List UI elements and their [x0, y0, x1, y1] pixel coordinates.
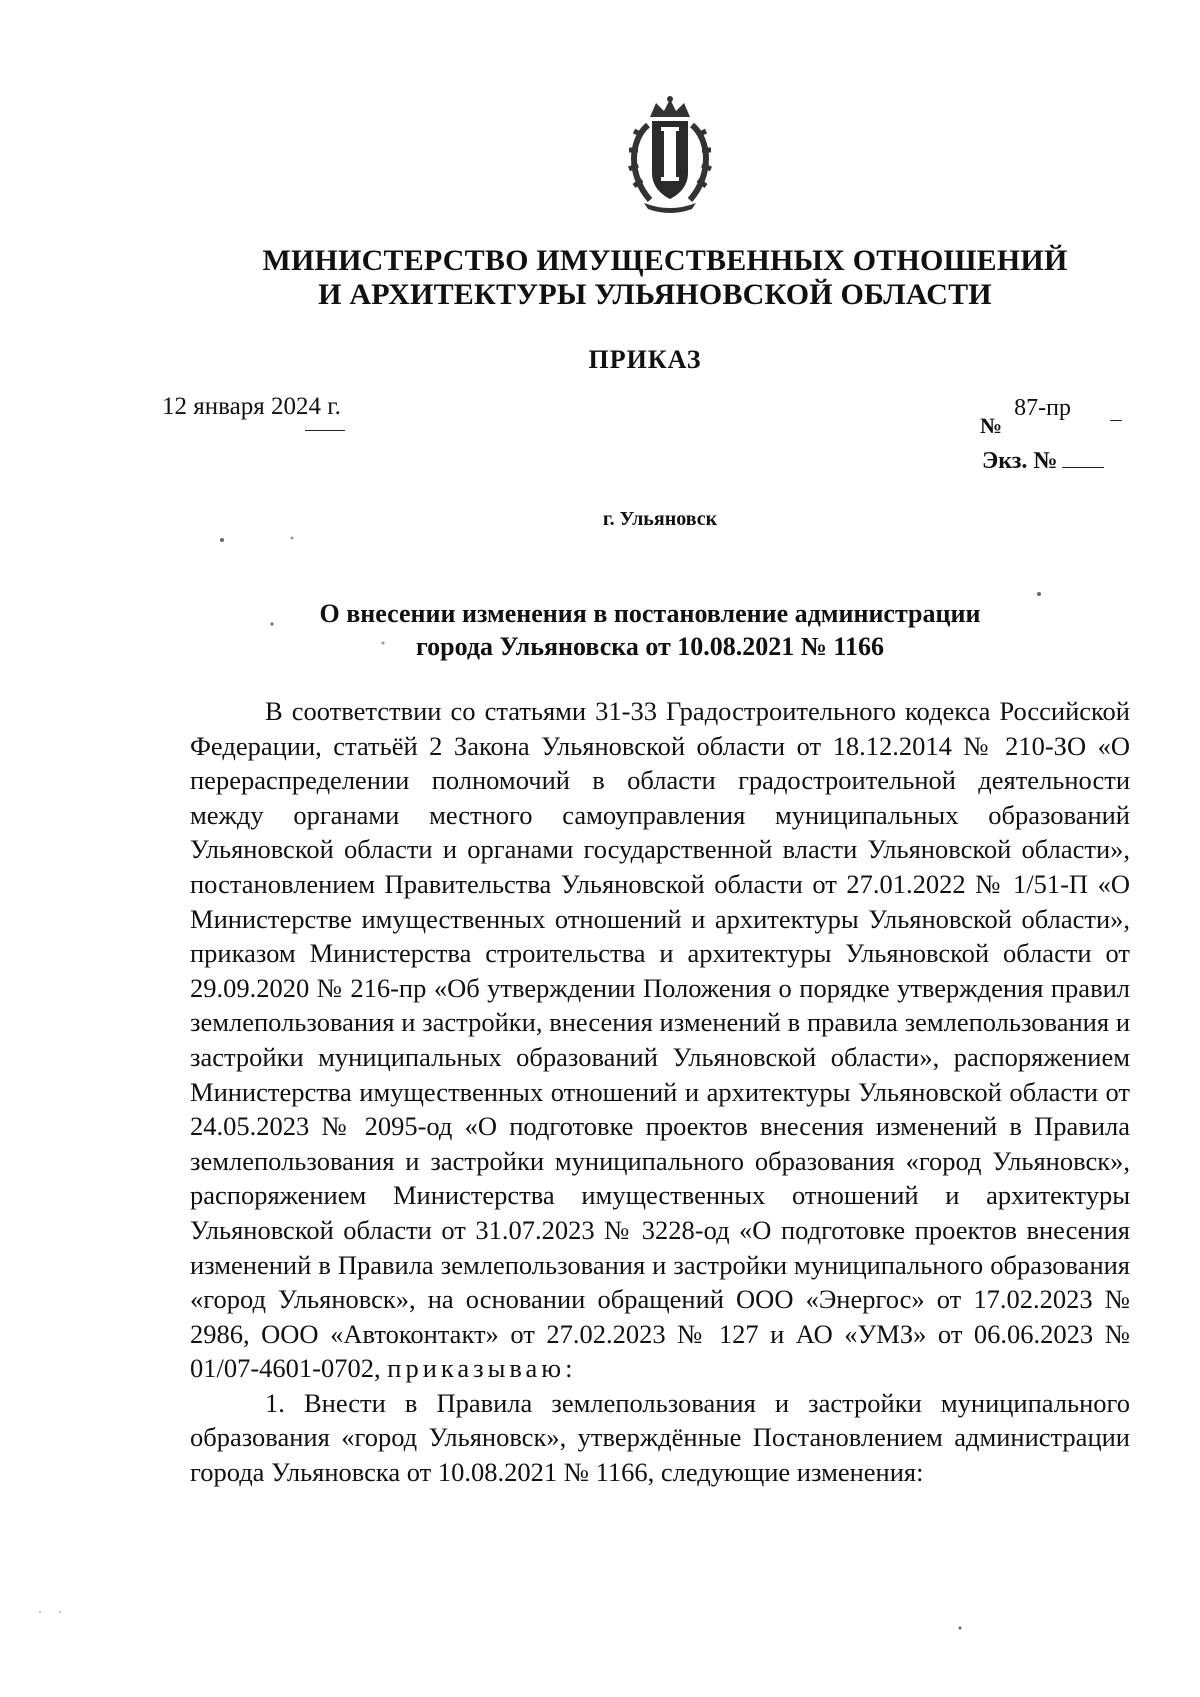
document-date: 12 января 2024 г.	[162, 393, 341, 420]
copy-blank-line	[1062, 449, 1104, 468]
preamble-paragraph	[190, 694, 1130, 1386]
preamble-text: В соответствии со статьями 31-33 Градостроительного кодекса Российской Федерации, статьёй 2 Закона Ульяновской области от 18.12.2014 № 210-ЗО «О перераспределении полномочий в области градостроительной деятельности между органами местного самоуправления муниципальных образований Ульяновской области и органами государственной власти Ульяновской области», постановлением Правительства Ульяновской области от 27.01.2022 № 1/51-П «О Министерстве имущественных отношений и архитектуры Ульяновской области», приказом Министерства строительства и архитектуры Ульяновской области от 29.09.2020 № 216-пр «Об утверждении Положения о порядке утверждения правил землепользования и застройки, внесения изменений в правила землепользования и застройки муниципальных образований Ульяновской области», распоряжением Министерства имущественных отношений и архитектуры Ульяновской области от 24.05.2023 № 2095-од «О подготовке проектов внесения изменений в Правила землепользования и застройки муниципального образования «город Ульяновск», распоряжением Министерства имущественных отношений и архитектуры Ульяновской области от 31.07.2023 № 3228-од «О подготовке проектов внесения изменений в Правила землепользования и застройки муниципального образования «город Ульяновск», на основании обращений ООО «Энергос» от 17.02.2023 № 2986, ООО «Автоконтакт» от 27.02.2023 № 127 и АО «УМЗ» от 06.06.2023 № 01/07-4601-0702,	[190, 696, 1130, 1384]
coat-of-arms-emblem	[620, 95, 720, 215]
subject-line2: города Ульяновска от 10.08.2021 № 1166	[415, 632, 884, 661]
order-word: приказываю:	[387, 1353, 577, 1384]
number-sign: №	[980, 413, 1003, 438]
copy-label: Экз. №	[982, 448, 1058, 474]
number-value: 87-пр	[1014, 395, 1071, 421]
ministry-name-line1: МИНИСТЕРСТВО ИМУЩЕСТВЕННЫХ ОТНОШЕНИЙ	[262, 244, 1068, 277]
date-underline	[305, 430, 345, 431]
document-number	[980, 395, 1071, 438]
coat-of-arms-icon	[620, 95, 720, 215]
ministry-name-line2: И АРХИТЕКТУРЫ УЛЬЯНОВСКОЙ ОБЛАСТИ	[318, 278, 992, 311]
item-1-paragraph: 1. Внести в Правила землепользования и застройки муниципального образования «город Ульяновск», утверждённые Постановлением администрации города Ульяновска от 10.08.2021 № 1166, следующие изменения:	[190, 1387, 1130, 1488]
subject-line1: О внесении изменения в постановление администрации	[319, 599, 981, 628]
number-dash	[1110, 420, 1122, 421]
copy-number	[982, 448, 1104, 475]
document-subject	[0, 597, 1200, 663]
document-body	[190, 694, 1130, 1490]
city-name: г. Ульяновск	[602, 508, 718, 530]
ministry-name	[0, 244, 1200, 312]
document-type-title: ПРИКАЗ	[588, 345, 702, 374]
